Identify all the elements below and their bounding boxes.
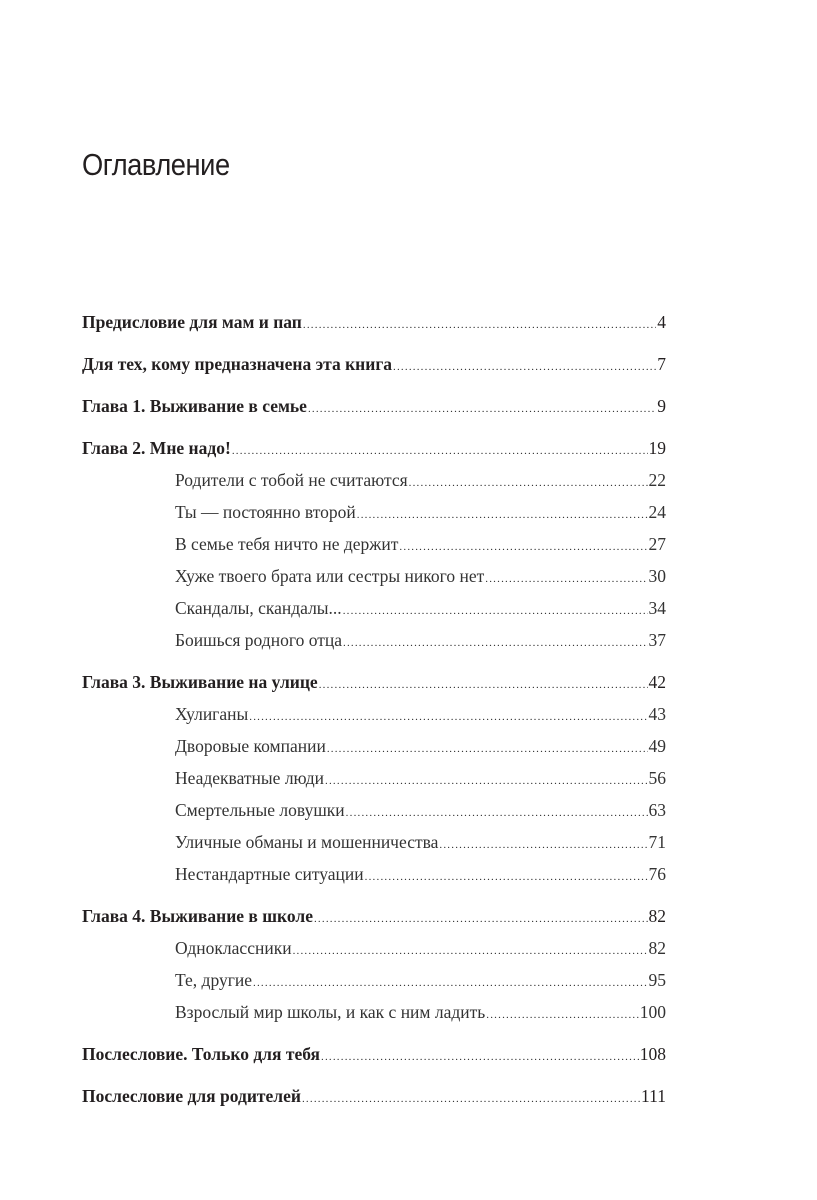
page-number: 34 <box>648 598 666 618</box>
dot-leader <box>325 765 647 797</box>
toc-section-entry[interactable] <box>82 496 666 528</box>
toc-section-entry[interactable] <box>82 592 666 624</box>
page-number: 19 <box>648 438 666 458</box>
page-number: 108 <box>639 1044 666 1064</box>
toc-section-entry[interactable] <box>82 624 666 656</box>
toc-section-entry[interactable] <box>82 794 666 826</box>
dot-leader <box>232 435 648 467</box>
dot-leader <box>399 531 647 563</box>
page-number: 95 <box>648 970 666 990</box>
page-number: 27 <box>648 534 666 554</box>
page-number: 71 <box>648 832 666 852</box>
entry-title: Послесловие для родителей <box>82 1086 301 1106</box>
dot-leader <box>302 1083 640 1115</box>
toc-section-entry[interactable] <box>82 826 666 858</box>
entry-title: Глава 1. Выживание в семье <box>82 396 307 416</box>
dot-leader <box>253 967 647 999</box>
page-number: 22 <box>648 470 666 490</box>
page-number: 111 <box>641 1086 666 1106</box>
page-number: 24 <box>648 502 666 522</box>
entry-title: Смертельные ловушки <box>175 800 345 820</box>
entry-title: Скандалы, скандалы... <box>175 598 342 618</box>
entry-title: Уличные обманы и мошенничества <box>175 832 439 852</box>
dot-leader <box>485 563 647 595</box>
toc-section-entry[interactable] <box>82 698 666 730</box>
page-number: 82 <box>648 906 666 926</box>
toc-chapter-entry[interactable] <box>82 432 666 464</box>
toc-section-entry[interactable] <box>82 730 666 762</box>
page-number: 56 <box>648 768 666 788</box>
toc-chapter-entry[interactable] <box>82 900 666 932</box>
entry-title: Глава 3. Выживание на улице <box>82 672 318 692</box>
entry-title: Те, другие <box>175 970 253 990</box>
dot-leader <box>393 351 656 383</box>
toc-chapter-entry[interactable] <box>82 1080 666 1112</box>
entry-title: Глава 2. Мне надо! <box>82 438 231 458</box>
page-number: 43 <box>648 704 666 724</box>
entry-title: Дворовые компании <box>175 736 326 756</box>
dot-leader <box>293 935 648 967</box>
toc-section-entry[interactable] <box>82 762 666 794</box>
page-title: Оглавление <box>82 146 230 182</box>
table-of-contents <box>82 306 666 1112</box>
page-number: 7 <box>657 354 666 374</box>
page-number: 76 <box>648 864 666 884</box>
entry-title: В семье тебя ничто не держит <box>175 534 399 554</box>
page-number: 42 <box>648 672 666 692</box>
dot-leader <box>439 829 647 861</box>
entry-title: Глава 4. Выживание в школе <box>82 906 313 926</box>
dot-leader <box>321 1041 639 1073</box>
entry-title: Неадекватные люди <box>175 768 325 788</box>
entry-title: Хулиганы <box>175 704 249 724</box>
page-number: 100 <box>639 1002 666 1022</box>
dot-leader <box>357 499 648 531</box>
toc-section-entry[interactable] <box>82 560 666 592</box>
page-number: 49 <box>648 736 666 756</box>
page-number: 37 <box>648 630 666 650</box>
toc-section-entry[interactable] <box>82 464 666 496</box>
entry-title: Боишься родного отца <box>175 630 342 650</box>
toc-section-entry[interactable] <box>82 996 666 1028</box>
dot-leader <box>343 627 648 659</box>
page-number: 4 <box>657 312 666 332</box>
toc-chapter-entry[interactable] <box>82 390 666 422</box>
toc-chapter-entry[interactable] <box>82 306 666 338</box>
toc-chapter-entry[interactable] <box>82 1038 666 1070</box>
page-number: 30 <box>648 566 666 586</box>
entry-title: Нестандартные ситуации <box>175 864 364 884</box>
page-number: 63 <box>648 800 666 820</box>
entry-title: Одноклассники <box>175 938 292 958</box>
dot-leader <box>314 903 648 935</box>
entry-title: Хуже твоего брата или сестры никого нет <box>175 566 485 586</box>
toc-section-entry[interactable] <box>82 858 666 890</box>
page-number: 9 <box>657 396 666 416</box>
entry-title: Для тех, кому предназначена эта книга <box>82 354 393 374</box>
entry-title: Предисловие для мам и пап <box>82 312 302 332</box>
dot-leader <box>319 669 648 701</box>
dot-leader <box>486 999 638 1031</box>
toc-chapter-entry[interactable] <box>82 348 666 380</box>
page-number: 82 <box>648 938 666 958</box>
toc-section-entry[interactable] <box>82 932 666 964</box>
entry-title: Ты — постоянно второй <box>175 502 356 522</box>
entry-title: Родители с тобой не считаются <box>175 470 408 490</box>
dot-leader <box>365 861 648 893</box>
dot-leader <box>346 797 648 829</box>
dot-leader <box>343 595 648 627</box>
entry-title: Взрослый мир школы, и как с ним ладить <box>175 1002 486 1022</box>
toc-section-entry[interactable] <box>82 964 666 996</box>
dot-leader <box>249 701 647 733</box>
toc-chapter-entry[interactable] <box>82 666 666 698</box>
dot-leader <box>327 733 648 765</box>
dot-leader <box>409 467 648 499</box>
dot-leader <box>308 393 656 425</box>
entry-title: Послесловие. Только для тебя <box>82 1044 320 1064</box>
toc-section-entry[interactable] <box>82 528 666 560</box>
dot-leader <box>303 309 656 341</box>
